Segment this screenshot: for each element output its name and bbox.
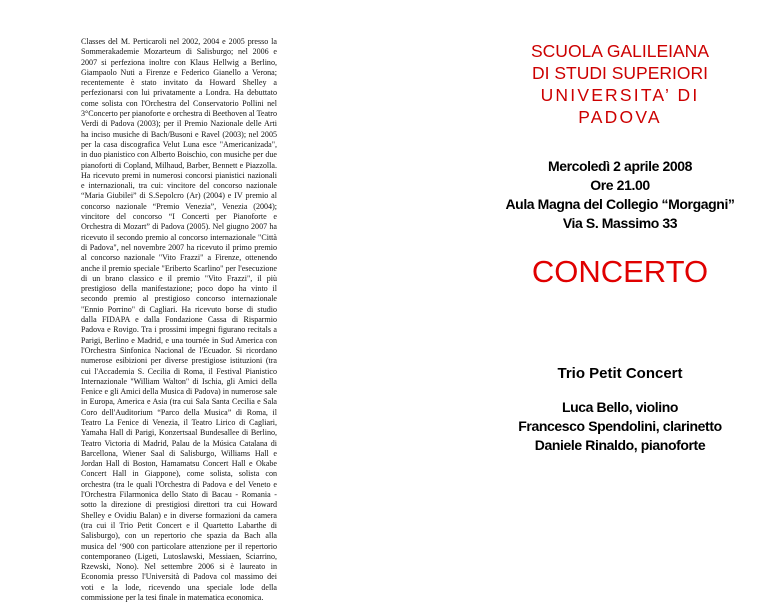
event-date: Mercoledì 2 aprile 2008 [547,158,693,174]
concert-title: CONCERTO [531,254,709,289]
event-venue: Aula Magna del Collegio “Morgagni” [505,196,735,212]
institution-line-2: DI STUDI SUPERIORI [532,63,708,83]
institution-line-4: PADOVA [578,107,662,127]
performer-clarinet: Francesco Spendolini, clarinetto [518,418,722,434]
institution-header [500,40,740,128]
performer-piano: Daniele Rinaldo, pianoforte [534,437,706,453]
performers-list [500,398,740,455]
ensemble-name: Trio Petit Concert [557,365,683,382]
biography-column [81,37,277,603]
performer-violin: Luca Bello, violino [561,399,679,415]
event-details [500,157,740,233]
event-time: Ore 21.00 [590,177,650,193]
institution-line-3: UNIVERSITA’ DI [540,85,700,105]
biography-text: Classes del M. Perticaroli nel 2002, 2004 e 2005 presso la Sommerakademie Mozarteum di Salisburgo; nel 2006 e 2007 si perfeziona inoltre con Klaus Hellwig a Berlino, Giampaolo Nuti a Firenze e Federico Gianello a Verona; recentemente è stato invitato da Howard Shelley a perfezionarsi con lui privatamente a Londra. Ha debuttato come solista con l'Orchestra del Conservatorio Pollini nel 3°Concerto per pianoforte e orchestra di Beethoven al Teatro Verdi di Padova (2003); per il Premio Nazionale delle Arti ha inciso musiche di Bach/Busoni e Ravel (2003); nel 2005 per la casa discografica Velut Luna esce "Americanizada", in duo pianistico con Alberto Boischio, con musiche per due pianoforti di Copland, Milhaud, Barber, Bennett e Piazzolla. Ha ricevuto premi in numerosi concorsi pianistici nazionali e internazionali, tra cui: vincitore del concorso nazionale “Maria Giubilei” di S.Sepolcro (Ar) (2004) e IV premio al concorso nazionale “Premio Venezia”, Venezia (2004); vincitore del concorso “I Concerti per Pianoforte e Orchestra di Mozart” di Padova (2005). Nel giugno 2007 ha ricevuto il secondo premio al concorso internazionale "Città di Padova", nel novembre 2007 ha ricevuto il primo premio al concorso nazionale "Vito Frazzi" a Firenze, ottenendo anche il premio speciale "Eriberto Scarlino" per l'esecuzione di un brano classico e il premio "Vito Frazzi", il più prestigioso della manifestazione; poco dopo ha vinto il secondo premio al prestigioso concorso internazionale "Ennio Porrino" di Cagliari. Ha ricevuto borse di studio dalla FIDAPA e dalla Fondazione Cassa di Risparmio Padova e Rovigo. Tra i prossimi impegni figurano recitals a Parigi, Berlino e Madrid, e una tournée in Sud America con l'Orchestra Sinfonica Nacional de l'Ecuador. Si ricordano numerose esibizioni per diverse prestigiose istituzioni (tra cui l'Accademia S. Cecilia di Roma, il Festival Pianistico Internazionale "William Walton" di Ischia, gli Amici della Fenice e gli Amici della Musica di Padova) in numerose sale in Europa, America e Asia (tra cui Sala Santa Cecilia e Sala Coro dell'Auditorium “Parco della Musica” di Roma, il Teatro La Fenice di Venezia, il Teatro Lirico di Cagliari, Yamaha Hall di Parigi, Konzertsaal Bundesallee di Berlino, Teatro Victoria di Madrid, Palau de la Música Catalana di Barcellona, Wiener Saal di Salisburgo, Williams Hall e Jordan Hall di Boston, Hamamatsu Concert Hall e Okabe Concert Hall in Giappone), come solista, solista con orchestra (tra le quali l'Orchestra di Padova e del Veneto e l'Orchestra Filarmonica dello Stato di Bacau - Romania - sotto la direzione di prestigiosi direttori tra cui Howard Shelley e Ovidiu Balan) e in diverse formazioni da camera (tra cui il Trio Petit Concert e il Quartetto Labarthe di Salisburgo), con un repertorio che spazia da Bach alla musica del ‘900 con particolare attenzione per il repertorio contemporaneo (Ligeti, Lutoslawski, Messiaen, Sciarrino, Rzewski, Nono). Nel settembre 2006 si è laureato in Economia presso l'Università di Padova col massimo dei voti e la lode, ricevendo una speciale lode della commissione per la tesi finale in matematica economica. [81,37,278,603]
institution-line-1: SCUOLA GALILEIANA [531,41,709,61]
event-address: Via S. Massimo 33 [562,215,678,231]
concert-programme-panel [500,0,740,543]
